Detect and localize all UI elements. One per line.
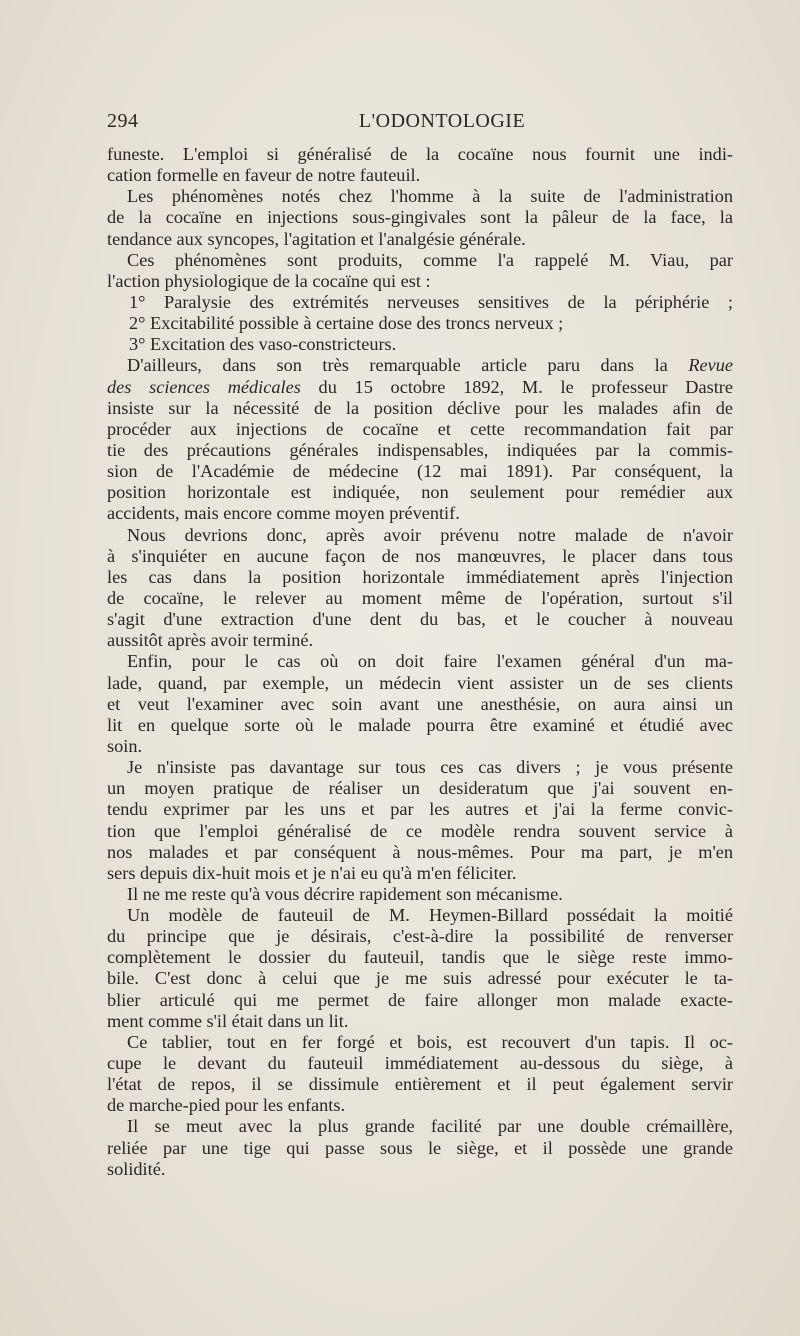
text-line: funeste. L'emploi si généralisé de la cocaïne nous fournit une indi- bbox=[107, 144, 733, 164]
page-header bbox=[107, 110, 737, 138]
text-line: Je n'insiste pas davantage sur tous ces cas divers ; je vous présente bbox=[127, 757, 733, 778]
text-line: 3° Excitation des vaso-constricteurs. bbox=[129, 334, 397, 355]
text-line: de marche-pied pour les enfants. bbox=[107, 1095, 346, 1116]
text-line: et veut l'examiner avec soin avant une anesthésie, on aura ainsi un bbox=[107, 693, 733, 714]
text-line: soin. bbox=[107, 735, 143, 756]
text-line: tion que l'emploi généralisé de ce modèle rendra souvent service à bbox=[107, 820, 733, 841]
text-line: Ce tablier, tout en fer forgé et bois, est recouvert d'un tapis. Il oc- bbox=[127, 1031, 733, 1052]
text-line: de la cocaïne en injections sous-gingivales sont la pâleur de la face, la bbox=[107, 207, 733, 228]
text-line: un moyen pratique de réaliser un desideratum que j'ai souvent en- bbox=[107, 778, 733, 799]
text-line: nos malades et par conséquent à nous-mêmes. Pour ma part, je m'en bbox=[107, 841, 733, 862]
text-line: solidité. bbox=[107, 1158, 166, 1179]
text-line: blier articulé qui me permet de faire allonger mon malade exacte- bbox=[107, 989, 733, 1010]
text-line: sers depuis dix-huit mois et je n'ai eu qu'à m'en féliciter. bbox=[107, 862, 517, 883]
text-line: bile. C'est donc à celui que je me suis adressé pour exécuter le ta- bbox=[107, 968, 733, 989]
text-line: aussitôt après avoir terminé. bbox=[107, 630, 314, 651]
text-line: Un modèle de fauteuil de M. Heymen-Billard possédait la moitié bbox=[127, 905, 733, 926]
text-line: position horizontale est indiquée, non seulement pour remédier aux bbox=[107, 482, 733, 503]
text-line: s'agit d'une extraction d'une dent du bas, et le coucher à nouveau bbox=[107, 609, 733, 630]
text-line: procéder aux injections de cocaïne et cette recommandation fait par bbox=[107, 418, 733, 439]
text-line: de cocaïne, le relever au moment même de l'opération, surtout s'il bbox=[107, 587, 733, 608]
text-line: du principe que je désirais, c'est-à-dire la possibilité de renverser bbox=[107, 926, 733, 947]
text-line: Nous devrions donc, après avoir prévenu notre malade de n'avoir bbox=[127, 524, 733, 545]
text-line: Les phénomènes notés chez l'homme à la suite de l'administration bbox=[127, 186, 733, 207]
text-line: l'action physiologique de la cocaïne qui est : bbox=[107, 270, 431, 291]
text-line: Il se meut avec la plus grande facilité par une double crémaillère, bbox=[127, 1116, 733, 1137]
text-line: 1° Paralysie des extrémités nerveuses sensitives de la périphérie ; bbox=[129, 291, 733, 312]
text-line: tendance aux syncopes, l'agitation et l'analgésie générale. bbox=[107, 228, 526, 249]
text-line: tie des précautions générales indispensables, indiquées par la commis- bbox=[107, 439, 733, 460]
text-line: sion de l'Académie de médecine (12 mai 1891). Par conséquent, la bbox=[107, 461, 733, 482]
text-line: Enfin, pour le cas où on doit faire l'examen général d'un ma- bbox=[127, 651, 733, 672]
running-title: L'ODONTOLOGIE bbox=[358, 110, 526, 132]
text-line: 2° Excitabilité possible à certaine dose des troncs nerveux ; bbox=[129, 313, 564, 334]
text-line: les cas dans la position horizontale immédiatement après l'injection bbox=[107, 566, 733, 587]
text-line: cation formelle en faveur de notre fauteuil. bbox=[107, 165, 421, 186]
text-line: accidents, mais encore comme moyen préventif. bbox=[107, 503, 460, 524]
text-line: D'ailleurs, dans son très remarquable article paru dans la Revue bbox=[127, 355, 733, 376]
text-line: Ces phénomènes sont produits, comme l'a rappelé M. Viau, par bbox=[127, 249, 733, 270]
text-line: insiste sur la nécessité de la position déclive pour les malades afin de bbox=[107, 397, 733, 418]
text-line: reliée par une tige qui passe sous le siège, et il possède une grande bbox=[107, 1137, 733, 1158]
text-line: lade, quand, par exemple, un médecin vient assister un de ses clients bbox=[107, 672, 733, 693]
text-line: l'état de repos, il se dissimule entièrement et il peut également servir bbox=[107, 1074, 733, 1095]
text-line: complètement le dossier du fauteuil, tandis que le siège reste immo- bbox=[107, 947, 733, 968]
text-line: des sciences médicales du 15 octobre 1892, M. le professeur Dastre bbox=[107, 376, 733, 397]
text-line: tendu exprimer par les uns et par les autres et j'ai la ferme convic- bbox=[107, 799, 733, 820]
text-line: à s'inquiéter en aucune façon de nos manœuvres, le placer dans tous bbox=[107, 545, 733, 566]
page-number: 294 bbox=[107, 110, 139, 132]
text-line: cupe le devant du fauteuil immédiatement au-dessous du siège, à bbox=[107, 1053, 733, 1074]
body-text bbox=[107, 144, 733, 1180]
text-line: ment comme s'il était dans un lit. bbox=[107, 1010, 349, 1031]
text-line: lit en quelque sorte où le malade pourra être examiné et étudié avec bbox=[107, 714, 733, 735]
text-line: Il ne me reste qu'à vous décrire rapidement son mécanisme. bbox=[127, 883, 563, 904]
